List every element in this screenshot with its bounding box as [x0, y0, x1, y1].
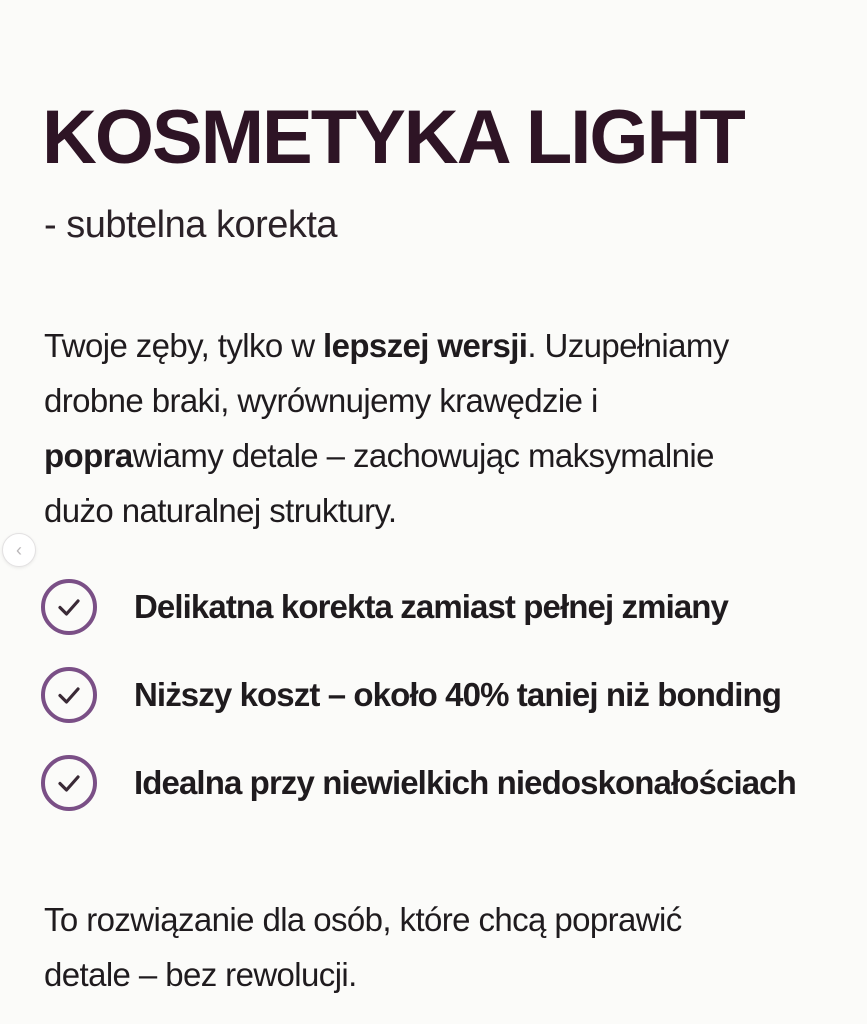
intro-emphasis: popra [44, 437, 133, 474]
outro-paragraph [44, 892, 682, 1002]
intro-text: Twoje zęby, tylko w [44, 327, 323, 364]
chevron-left-icon: ‹ [16, 539, 22, 560]
page-title: KOSMETYKA LIGHT [42, 95, 744, 180]
check-circle-icon [40, 666, 98, 724]
intro-line-2: drobne braki, wyrównujemy krawędzie i [44, 382, 598, 419]
list-item-label: Idealna przy niewielkich niedoskonałościach [134, 764, 796, 801]
list-item [40, 754, 796, 812]
intro-emphasis: lepszej wersji [323, 327, 528, 364]
benefit-list [40, 578, 796, 842]
check-circle-icon [40, 754, 98, 812]
intro-text: . Uzupełniamy [527, 327, 729, 364]
outro-line-1: To rozwiązanie dla osób, które chcą poprawić [44, 901, 682, 938]
intro-text: wiamy detale – zachowując maksymalnie [132, 437, 714, 474]
page-subtitle: - subtelna korekta [44, 204, 338, 246]
outro-line-2: detale – bez rewolucji. [44, 956, 357, 993]
list-item [40, 578, 796, 636]
intro-line-4: dużo naturalnej struktury. [44, 492, 397, 529]
check-circle-icon [40, 578, 98, 636]
intro-paragraph [44, 318, 834, 538]
carousel-prev-button[interactable] [2, 533, 36, 567]
list-item [40, 666, 796, 724]
list-item-label: Niższy koszt – około 40% taniej niż bonding [134, 676, 782, 713]
list-item-label: Delikatna korekta zamiast pełnej zmiany [134, 588, 728, 625]
intro-line-3 [44, 428, 834, 483]
intro-line-1 [44, 318, 834, 373]
